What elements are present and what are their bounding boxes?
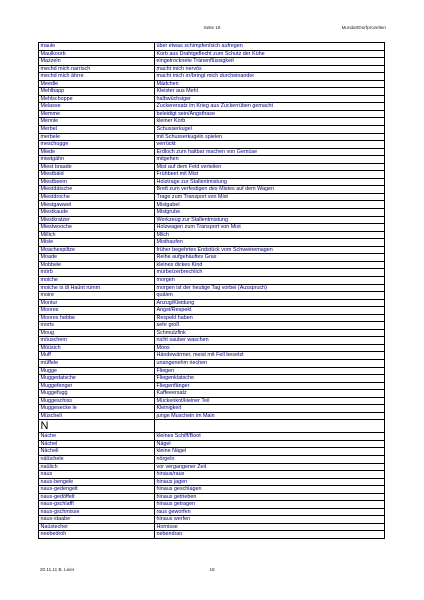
translation: Anzug/Kleidung [155, 299, 385, 307]
table-row [39, 508, 385, 516]
dialect-term: Mehlschoppe [39, 95, 155, 103]
table-row [39, 359, 385, 367]
table-row [39, 186, 385, 194]
translation: nörgeln [155, 455, 385, 463]
table-row [39, 284, 385, 292]
translation: Trage zum Transport von Mist [155, 193, 385, 201]
dialect-term: naus-gedöffelt [39, 493, 155, 501]
dialect-term: Mehlbapp [39, 88, 155, 96]
dialect-term: Moade [39, 254, 155, 262]
dialect-term: Mennle [39, 118, 155, 126]
dialect-term: miedgähn [39, 156, 155, 164]
translation: kleine Nägel [155, 448, 385, 456]
translation: unangenehm riechen [155, 359, 385, 367]
translation: macht mich nervös [155, 65, 385, 73]
table-row [39, 103, 385, 111]
table-row [39, 88, 385, 96]
table-row [39, 224, 385, 232]
table-row [39, 448, 385, 456]
table-row [39, 43, 385, 51]
translation: quälen [155, 292, 385, 300]
table-row [39, 254, 385, 262]
translation: Mistgrube [155, 209, 385, 217]
table-row [39, 397, 385, 405]
dialect-term: Moug [39, 329, 155, 337]
translation [155, 420, 385, 433]
page-label: Seite 18 [203, 25, 221, 30]
table-row [39, 261, 385, 269]
translation: Holztrage zur Stallentmistung [155, 178, 385, 186]
dialect-term: möuschern [39, 337, 155, 345]
translation: macht mich irr/bringt mich durcheinander [155, 73, 385, 81]
translation: kleines dickes Kind [155, 261, 385, 269]
translation: Korb aus Drahtgeflecht zum Schutz der Kühe [155, 50, 385, 58]
translation: Milch [155, 231, 385, 239]
translation: Kleinigkeit [155, 405, 385, 413]
translation: nebendran [155, 531, 385, 539]
table-row [39, 209, 385, 217]
translation: hinaus jagen [155, 478, 385, 486]
translation: sehr groß [155, 322, 385, 330]
table-row [39, 420, 385, 433]
translation: nicht sauber waschen [155, 337, 385, 345]
translation: über etwas schimpfen/sich aufregen [155, 43, 385, 51]
table-row [39, 390, 385, 398]
dialect-term: meschugge [39, 141, 155, 149]
table-row [39, 516, 385, 524]
table-row [39, 276, 385, 284]
translation: kleiner Korb [155, 118, 385, 126]
table-row [39, 193, 385, 201]
table-row [39, 478, 385, 486]
dialect-term: Millich [39, 231, 155, 239]
translation: hinaus/raus [155, 471, 385, 479]
dialect-term: Muggedatsche [39, 375, 155, 383]
translation: Werkzeug zur Stallentmistung [155, 216, 385, 224]
translation: Moos [155, 344, 385, 352]
table-row [39, 463, 385, 471]
dialect-term: Moores [39, 307, 155, 315]
table-row [39, 337, 385, 345]
dialect-term: mörb [39, 269, 155, 277]
translation: Mist auf dem Feld verteilen [155, 163, 385, 171]
dialect-term: Miestgawwel [39, 201, 155, 209]
dialect-term: Miestwooche [39, 224, 155, 232]
table-row [39, 156, 385, 164]
table-row [39, 171, 385, 179]
dialect-term: Nächeli [39, 448, 155, 456]
translation: Kleister aus Mehl [155, 88, 385, 96]
dialect-term: Muggefugg [39, 390, 155, 398]
table-row [39, 367, 385, 375]
table-row [39, 329, 385, 337]
dialect-term: naus-gschlaffl [39, 501, 155, 509]
dialect-term: Miest braade [39, 163, 155, 171]
table-row [39, 375, 385, 383]
dialect-term: Miestkratzer [39, 216, 155, 224]
translation: Schmutzfink [155, 329, 385, 337]
translation: Reihe aufgehäuftes Gras [155, 254, 385, 262]
dialect-term: neebedroh [39, 531, 155, 539]
table-row [39, 163, 385, 171]
dialect-term: Muggefenger [39, 382, 155, 390]
translation: mitgehen [155, 156, 385, 164]
translation: Erdloch zum haltbar machen von Gemüse [155, 148, 385, 156]
dialect-term: Müscheli [39, 412, 155, 420]
dialect-term: Mazzeln [39, 58, 155, 66]
table-row [39, 523, 385, 531]
translation: morgen [155, 276, 385, 284]
dialect-term: Miestdroche [39, 193, 155, 201]
table-row [39, 433, 385, 441]
translation: Frühbeet mit Mist [155, 171, 385, 179]
dialect-term: Muggeschiss [39, 397, 155, 405]
dialect-term: naus [39, 471, 155, 479]
dictionary-body [39, 43, 385, 539]
table-row [39, 269, 385, 277]
dialect-term: Maulkoorb [39, 50, 155, 58]
dialect-term: Möüsich [39, 344, 155, 352]
translation: Fliegenklatsche [155, 375, 385, 383]
translation: Angst/Respekt [155, 307, 385, 315]
translation: Brett zum verfestigen des Mistes auf dem Wagen [155, 186, 385, 194]
table-row [39, 110, 385, 118]
dialect-term: Miede [39, 148, 155, 156]
dialect-term: müffele [39, 359, 155, 367]
translation: mürbe/zerbrechlich [155, 269, 385, 277]
table-row [39, 246, 385, 254]
translation: Mistgabel [155, 201, 385, 209]
table-row [39, 80, 385, 88]
dialect-term: morts [39, 322, 155, 330]
translation: Fliegen [155, 367, 385, 375]
dialect-term: merbele [39, 133, 155, 141]
translation: Mädchen [155, 80, 385, 88]
dialect-term: naus-bengele [39, 478, 155, 486]
table-row [39, 352, 385, 360]
table-row [39, 118, 385, 126]
dialect-term: Nächel [39, 440, 155, 448]
translation: Zuckerersatz im Krieg aus Zuckerrüben gemacht [155, 103, 385, 111]
translation: hinaus geschlagen [155, 486, 385, 494]
dialect-term: Misle [39, 239, 155, 247]
dialect-term: maule [39, 43, 155, 51]
translation: hinaus getrieben [155, 493, 385, 501]
dialect-term: naus-gschmisse [39, 508, 155, 516]
translation: Kaffeeersatz [155, 390, 385, 398]
translation: beleidigt sein/Angsthase [155, 110, 385, 118]
dialect-term: Merbel [39, 126, 155, 134]
dialect-term: Meedle [39, 80, 155, 88]
translation: halbwüchsiger [155, 95, 385, 103]
dialect-term: nälüchele [39, 455, 155, 463]
translation: morgen ist der heutige Tag vorbei (Ausspruch) [155, 284, 385, 292]
table-row [39, 292, 385, 300]
dialect-term: Moores hebbe [39, 314, 155, 322]
translation: hinaus getragen [155, 501, 385, 509]
translation: Mückenkot/kleiner Teil [155, 397, 385, 405]
dialect-term: Mobbele [39, 261, 155, 269]
table-row [39, 382, 385, 390]
table-row [39, 493, 385, 501]
translation: Respekt haben [155, 314, 385, 322]
translation: Händewärmer, meist mit Fell besetzt [155, 352, 385, 360]
footer-date-author: 20.11.11 B. Leier [40, 567, 75, 572]
table-row [39, 440, 385, 448]
dialect-term: mechd mich ährre [39, 73, 155, 81]
table-row [39, 486, 385, 494]
dialect-term: Miestbäid [39, 171, 155, 179]
table-row [39, 95, 385, 103]
translation: Fliegenfänger [155, 382, 385, 390]
table-row [39, 344, 385, 352]
table-row [39, 412, 385, 420]
table-row [39, 299, 385, 307]
footer-page-number: 18 [209, 567, 215, 572]
table-row [39, 58, 385, 66]
table-row [39, 73, 385, 81]
dialect-term: Moachespiltze [39, 246, 155, 254]
table-row [39, 405, 385, 413]
table-row [39, 126, 385, 134]
table-row [39, 65, 385, 73]
table-row [39, 471, 385, 479]
translation: vor vergangener Zeit [155, 463, 385, 471]
table-row [39, 201, 385, 209]
dialect-term: Melasse [39, 103, 155, 111]
dialect-term: moiche [39, 276, 155, 284]
translation: mit Schusserkugeln spielen [155, 133, 385, 141]
table-row [39, 455, 385, 463]
table-row [39, 531, 385, 539]
dialect-term: naülich [39, 463, 155, 471]
dialect-term: moire [39, 292, 155, 300]
translation: früher begehrtes Endstück vom Schweinemagen [155, 246, 385, 254]
dialect-term: Miestbeern [39, 178, 155, 186]
translation: verrückt [155, 141, 385, 149]
table-row [39, 231, 385, 239]
dictionary-table [38, 42, 385, 539]
dialect-term: moiche is di Haünt rümm [39, 284, 155, 292]
table-row [39, 307, 385, 315]
translation: kleines Schiff/Boot [155, 433, 385, 441]
translation: eingetrocknete Tränenflüssigkeit [155, 58, 385, 66]
table-row [39, 148, 385, 156]
dialect-term: Miestkaude [39, 209, 155, 217]
dialect-term: Muff [39, 352, 155, 360]
table-row [39, 133, 385, 141]
table-row [39, 216, 385, 224]
translation: Nägel [155, 440, 385, 448]
translation: Hornisse [155, 523, 385, 531]
translation: raus geworfen [155, 508, 385, 516]
dialect-term: Nache [39, 433, 155, 441]
document-title: MundartDorfprozelten [341, 25, 386, 30]
dialect-term: N [39, 420, 155, 433]
table-row [39, 178, 385, 186]
dialect-term: Miestdätsche [39, 186, 155, 194]
table-row [39, 314, 385, 322]
dialect-term: Muggesecke le [39, 405, 155, 413]
table-row [39, 50, 385, 58]
dialect-term: naus-gedengelt [39, 486, 155, 494]
table-row [39, 239, 385, 247]
dialect-term: mechd mich narrisch [39, 65, 155, 73]
dialect-term: Naüstecher [39, 523, 155, 531]
table-row [39, 141, 385, 149]
dialect-term: Montur [39, 299, 155, 307]
dialect-term: Memme [39, 110, 155, 118]
dialect-term: naus-staabe [39, 516, 155, 524]
dialect-term: Mugge [39, 367, 155, 375]
table-row [39, 322, 385, 330]
translation: Schusserkugel [155, 126, 385, 134]
translation: Misthaufen [155, 239, 385, 247]
translation: Holzwagen zum Transport von Mist [155, 224, 385, 232]
translation: hinaus werfen [155, 516, 385, 524]
table-row [39, 501, 385, 509]
translation: junge Muscheln im Main [155, 412, 385, 420]
